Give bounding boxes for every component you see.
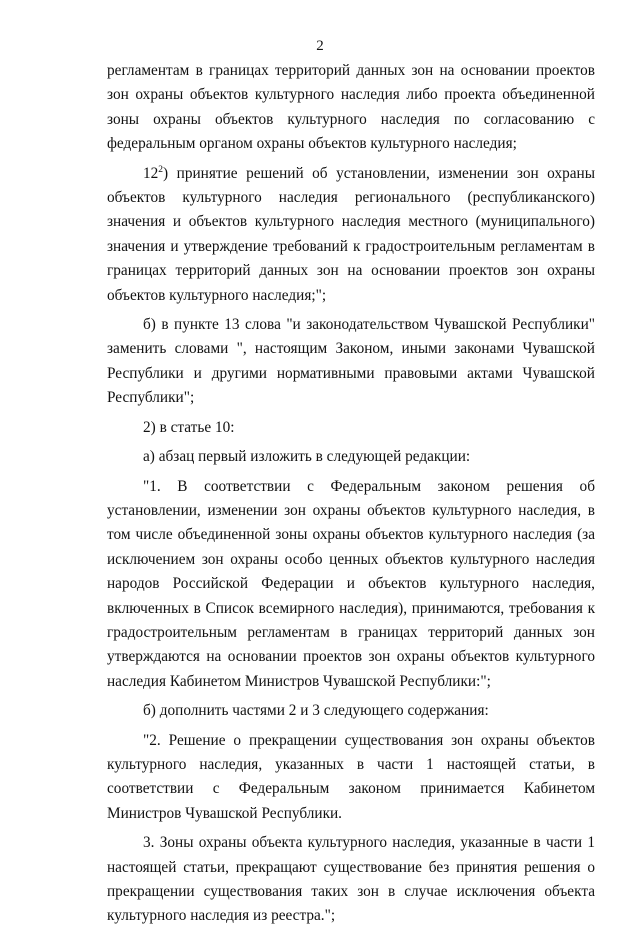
- item-number: 12: [143, 164, 159, 182]
- paragraph-6: "1. В соответствии с Федеральным законом решения об установлении, изменении зон охраны объектов культурного наследия, в том числе объединенной зоны охраны объектов культурного наследия (за исключением зон охраны особо ценных объектов культурного наследия народов Российской Федерации и объектов культурного наследия, включенных в Список всемирного наследия), принимаются, требования к градостроительным регламентам в границах территорий данных зон утверждаются на основании проектов зон охраны объектов культурного наследия Кабинетом Министров Чувашской Республики:";: [107, 477, 595, 690]
- paragraph-1: регламентам в границах территорий данных зон на основании проектов зон охраны объектов культурного наследия либо проекта объединенной зоны охраны объектов культурного наследия по согласованию с федеральным органом охраны объектов культурного наследия;: [107, 62, 595, 153]
- paragraph-2: [107, 162, 595, 308]
- paragraph-3: б) в пункте 13 слова "и законодательством Чувашской Республики" заменить словами ", настоящим Законом, иными законами Чувашской Республики и другими нормативными правовыми актами Чувашской Республики";: [107, 316, 595, 407]
- document-body: [107, 59, 595, 929]
- paragraph-5: а) абзац первый изложить в следующей редакции:: [143, 448, 471, 466]
- paragraph-7: б) дополнить частями 2 и 3 следующего содержания:: [143, 702, 489, 720]
- paragraph-9: 3. Зоны охраны объекта культурного наследия, указанные в части 1 настоящей статьи, прекращают существование без принятия решения о прекращении существования таких зон в случае исключения объекта культурного наследия из реестра.";: [107, 834, 595, 925]
- paragraph-4: 2) в статье 10:: [143, 418, 235, 436]
- paragraph-8: "2. Решение о прекращении существования зон охраны объектов культурного наследия, указанных в части 1 настоящей статьи, в соответствии с Федеральным законом принимается Кабинетом Министров Чувашской Республики.: [107, 731, 595, 822]
- paragraph-2-text: ) принятие решений об установлении, изменении зон охраны объектов культурного наследия регионального (республиканского) значения и объектов культурного наследия местного (муниципального) значения и утверждение требований к градостроительным регламентам в границах территорий данных зон на основании проектов зон охраны объектов культурного наследия;";: [107, 164, 595, 304]
- item-number-superscript: 2: [158, 164, 164, 175]
- page-number: 2: [316, 38, 324, 54]
